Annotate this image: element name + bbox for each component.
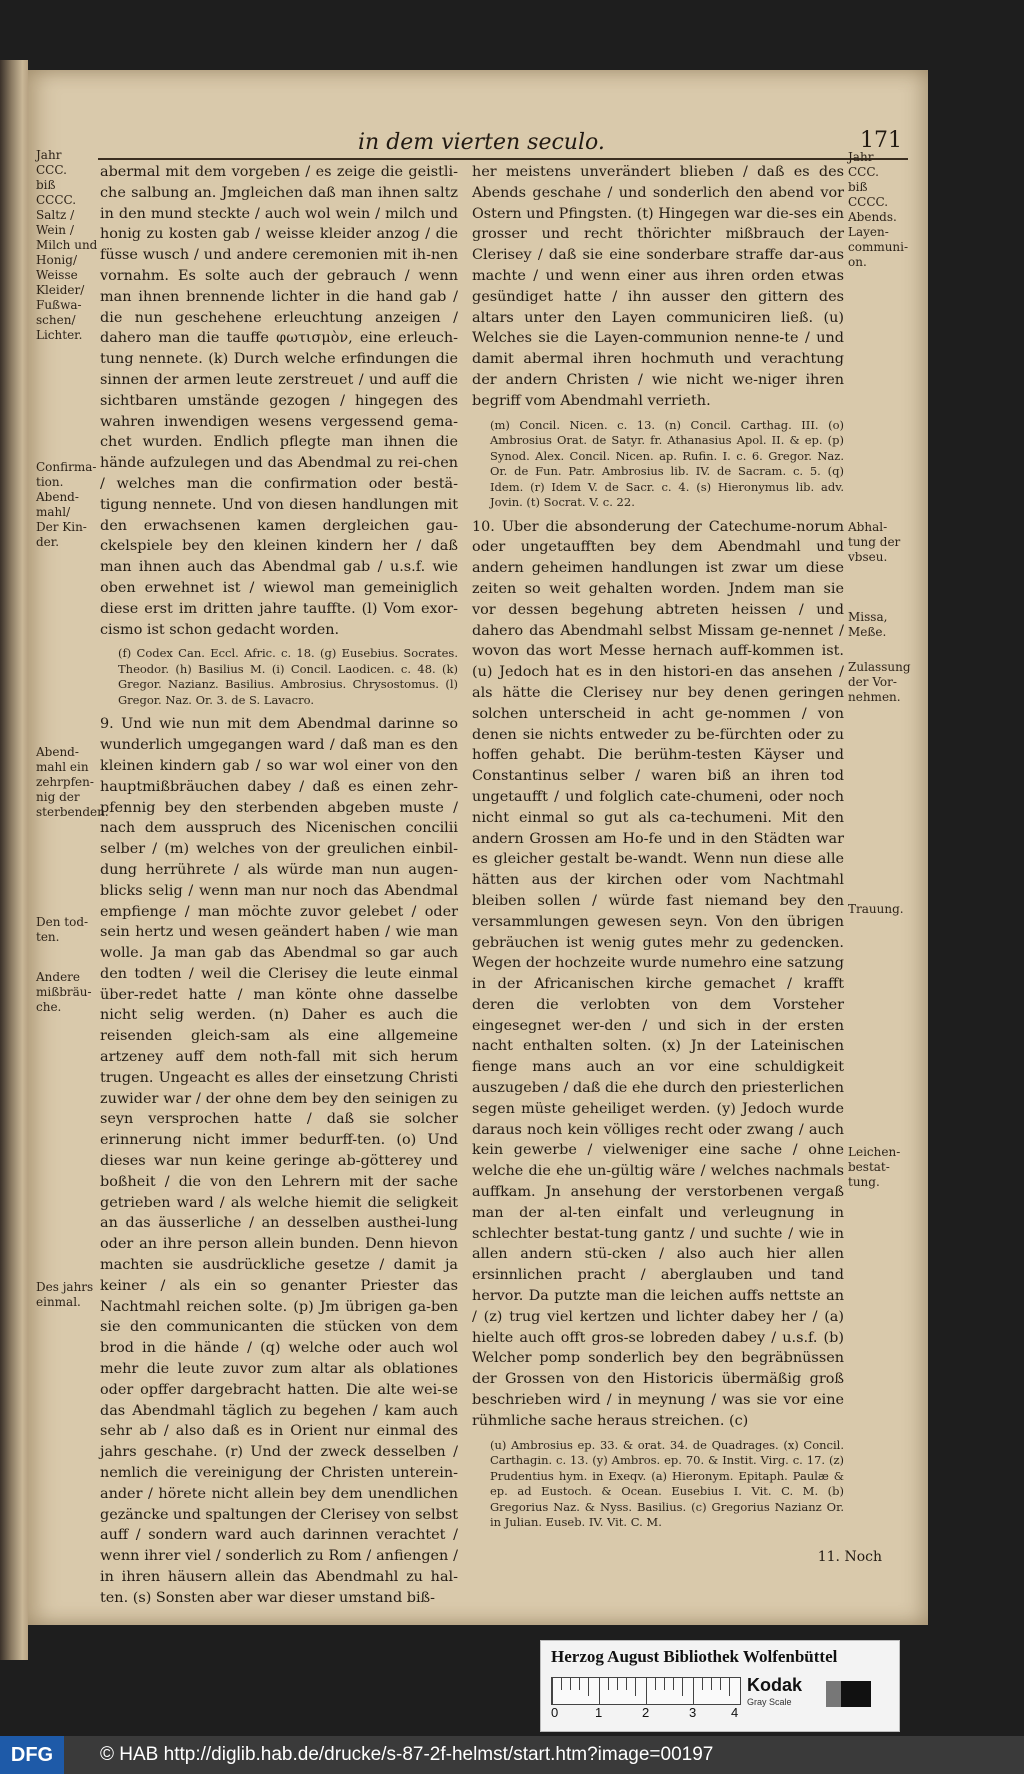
paragraph: 10. Uber die absonderung der Catechume-norum oder ungetaufften bey dem Abendmahl und andern geheimen handlungen ist zwar um diese zeiten so weit gehalten worden. Jndem man sie vor dessen begehung abtreten heissen / und dahero das Abendmahl selbst Missam ge-nennet / wovon das wort Messe hernach auff-kommen ist. (u) Jedoch hat es in den histori-en das ansehen / als hätte die Clerisey nur bey denen geringen solchen unterscheid in acht ge-nommen / von denen sie nichts entweder zu be-fürchten oder zu hoffen gehabt. Die berühm-testen Käyser und Constantinus selber / waren biß an ihren tod ungetaufft / und folglich cate-chumeni, oder noch nicht einmal so gut als ca-techumeni. Mit den andern Grossen am Ho-fe und in den Städten war es gleicher gestalt be-wandt. Wenn nun diese alle hätten aus der kirchen oder vom Nachtmahl bleiben sollen / würde fast niemand bey den versammlungen gewesen seyn. Von den übrigen gebräuchen ist wenig gutes mehr zu gedencken. Wegen der hochzeite wurde numehro eine satzung in der Africanischen kirche gemachet / krafft deren die verlobten von dem Vorsteher eingesegnet wer-den / und sich in der ersten nacht enthalten solten. (x) Jn der Lateinischen fienge mans auch an vor eine schuldigkeit auszugeben / daß die ehe durch den priesterlichen segen müste geheiliget werden. (y) Jedoch wurde daraus noch kein völliges recht oder zwang / auch kein gewerbe / vielweniger eine sache / ohne welche die ehe un-gültig wäre / welches nachmals auffkam. Jn ansehung der verstorbenen vergaß man der al-ten einfalt und verleugnung in schlechter bestat-tung gantz / und suchte / wie in allen andern stü-cken / also auch hier allen ersinnlichen pracht / aberglauben und tand hervor. Da putzte man die leichen auffs nettste an / (z) trug viel kertzen und lichter dabey her / (a) hielte auch offt gros-se lobreden dabey / u.s.f. (b) Welcher pomp sonderlich bey den begräbnüssen der Grossen von den Historicis übermäßig groß beschrieben wird / in meynung / was sie vor eine rühmliche sache heraus streichen. (c) <box>472 518 844 1429</box>
running-title: in dem vierten seculo. <box>358 130 605 155</box>
margin-note-right: Missa, Meße. <box>848 610 888 639</box>
margin-note-right: Trauung. <box>848 902 904 916</box>
margin-note-left: Andere mißbräu- che. <box>36 970 92 1014</box>
text-column-right <box>472 162 844 1537</box>
gray-patch <box>826 1681 841 1707</box>
margin-note-right: Zulassung der Vor- nehmen. <box>848 660 911 704</box>
catchword: 11. Noch <box>817 1549 882 1565</box>
footer-bar <box>0 1736 1024 1774</box>
copyright-link[interactable]: © HAB http://diglib.hab.de/drucke/s-87-2f-helmst/start.htm?image=00197 <box>100 1744 714 1765</box>
page-number: 171 <box>860 128 902 153</box>
margin-note-right: Jahr CCC. biß CCCC. Abends. Layen- communi- on. <box>848 150 909 269</box>
book-spine <box>0 60 28 1660</box>
scale-number: 3 <box>689 1705 697 1720</box>
library-scale-stamp <box>540 1640 900 1732</box>
margin-note-left: Den tod- ten. <box>36 915 89 944</box>
dfg-logo[interactable]: DFG <box>0 1736 64 1774</box>
margin-note-right: Leichen- bestat- tung. <box>848 1145 901 1189</box>
text-column-left <box>100 162 458 1609</box>
kodak-subtitle: Gray Scale <box>747 1697 792 1707</box>
black-patch <box>841 1681 871 1707</box>
margin-note-right: Abhal- tung der vbseu. <box>848 520 901 564</box>
margin-note-left: Confirma- tion. Abend- mahl/ Der Kin- der. <box>36 460 97 549</box>
scale-number: 1 <box>595 1705 603 1720</box>
scale-number: 0 <box>551 1705 559 1720</box>
paragraph: 9. Und wie nun mit dem Abendmal darinne so wunderlich umgegangen ward / daß man es den kleinen kindern gab / so war wol einer von den hauptmißbräuchen dabey / daß es einen zehr-pfennig bey den sterbenden abgeben muste / nach dem ausspruch des Nicenischen concilii selber / (m) welches von der greulichen einbil-dung herrührete / als würde man nun augen-blicks selig / wenn man nur noch das Abendmal empfienge / man möchte zuvor gelebet / oder sein hertz und wesen geändert haben / wie man wolle. Ja man gab das Abendmal so gar auch den todten / weil die Clerisey die leute einmal über-redet hatte / man könte ohne dasselbe nicht selig werden. (n) Daher es auch die reisenden gleich-sam als eine allgemeine artzeney auff dem noth-fall mit sich herum trugen. Ungeacht es alles der einsetzung Christi zuwider war / der ohne dem bey den seinigen zu seyn versprochen hatte / daß sie solcher erinnerung nicht immer bedurff-ten. (o) Und dieses war nun keine geringe ab-götterey und boßheit / die von den Lehrern mit der sache getrieben ward / als welche hiemit die seligkeit an das äusserliche / an desselben austhei-lung oder an ihre person allein bunden. Denn hievon machten sie ausdrückliche gesetze / damit ja keiner / als ein so genanter Priester das Nachtmahl reichen solte. (p) Jm übrigen ga-ben sie den communicanten die stücken von dem brod in die hände / (q) welche oder auch wol mehr die leute zuvor zum altar als oblationes oder opffer dargebracht hatten. Die alte wei-se das Abendmahl täglich zu begehen / kam auch sehr ab / also daß es in Orient nur einmal des jahrs geschahe. (r) Und der zweck desselben / nemlich die vereinigung der Christen unterein-ander / hörete nicht allein bey dem unendlichen gezäncke und spaltungen der Clerisey von selbst auff / sondern ward auch darinnen verachtet / wenn ihrer viel / sonderlich zu Rom / anfiengen / in ihren häusern allein das Abendmahl zu hal-ten. (s) Sonsten aber war dieser umstand biß- <box>100 716 458 1606</box>
stamp-title: Herzog August Bibliothek Wolfenbüttel <box>551 1647 838 1666</box>
paragraph: her meistens unverändert blieben / daß es des Abends geschahe / und sonderlich den abend vor Ostern und Pfingsten. (t) Hingegen war die-ses ein grosser und recht thörichter mißbrauch der Clerisey / daß sie eine sonderbare straffe dar-aus machte / und wenn einer aus ihren orden etwas gesündiget hatte / ihn ausser den gittern des altars unter den Layen communiciren ließ. (u) Welches sie die Layen-communion nenne-te / und damit abermal ihren hochmuth und verachtung der andern Christen / wie nicht we-niger ihren begriff vom Abendmahl verrieth. <box>472 164 844 409</box>
footnotes: (m) Concil. Nicen. c. 13. (n) Concil. Carthag. III. (o) Ambrosius Orat. de Satyr. fr. Athanasius Apol. II. & ep. (p) Synod. Alex. Concil. Nicen. ap. Rufin. I. c. 6. Gregor. Naz. Or. de Fun. Patr. Ambrosius lib. IV. de Sacram. c. 5. (q) Idem. (r) Idem V. de Sacr. c. 4. (s) Hieronymus lib. adv. Jovin. (t) Socrat. V. c. 22. <box>490 417 844 510</box>
footnotes: (u) Ambrosius ep. 33. & orat. 34. de Quadrages. (x) Concil. Carthagin. c. 13. (y) Ambros. ep. 70. & Instit. Virg. c. 17. (z) Prudentius hym. in Exeqv. (a) Hieronym. Epitaph. Paulæ & ep. ad Eustoch. & Ocean. Eusebius I. Vit. C. M. (b) Gregorius Naz. & Nyss. Basilius. (c) Gregorius Nazianz Or. in Julian. Euseb. IV. Vit. C. M. <box>490 1437 844 1530</box>
margin-note-left: Des jahrs einmal. <box>36 1280 94 1309</box>
margin-note-left: Abend- mahl ein zehrpfen- nig der sterbenden. <box>36 745 109 819</box>
scale-number: 4 <box>731 1705 739 1720</box>
paragraph: abermal mit dem vorgeben / es zeige die geistli-che salbung an. Jmgleichen daß man ihnen saltz in den mund steckte / auch wol wein / milch und honig zu kosten gab / weisse kleider anzog / die füsse wusch / und andere ceremonien mit ih-nen vornahm. Es solte auch der gebrauch / wenn man ihnen brennende lichter in die hand gab / die nun geschehene erleuchtung anzeigen / dahero man die tauffe φωτισμὸν, eine erleuch-tung nennete. (k) Durch welche erfindungen die sinnen der armen leute zerstreuet / und auff die sichtbaren umstände gezogen / hingegen des wahren inwendigen wesens vergessend gema-chet wurden. Endlich pflegte man ihnen die hände aufzulegen und das Abendmal zu rei-chen / welches man die confirmation oder bestä-tigung nennete. Und von diesen handlungen mit den erwachsenen kamen dergleichen gau-ckelspiele bey den kleinen kindern her / daß man ihnen auch das Abendmal gab / u.s.f. wie oben erwehnet ist / wiewol man gemeiniglich diese erst im dritten jahre tauffte. (l) Vom exor-cismo ist schon gedacht worden. <box>100 164 458 638</box>
margin-note-left: Jahr CCC. biß CCCC. Saltz / Wein / Milch und Honig/ Weisse Kleider/ Fußwa- schen/ Lichter. <box>36 148 98 342</box>
scale-ruler <box>551 1677 741 1705</box>
kodak-logo: Kodak <box>747 1675 803 1695</box>
scale-number: 2 <box>642 1705 650 1720</box>
page-header <box>98 128 908 160</box>
book-page <box>28 70 928 1625</box>
footnotes: (f) Codex Can. Eccl. Afric. c. 18. (g) Eusebius. Socrates. Theodor. (h) Basilius M. (i) Concil. Laodicen. c. 48. (k) Gregor. Nazianz. Basilius. Ambrosius. Chrysostomus. (l) Gregor. Naz. Or. 3. de S. Lavacro. <box>118 646 458 707</box>
